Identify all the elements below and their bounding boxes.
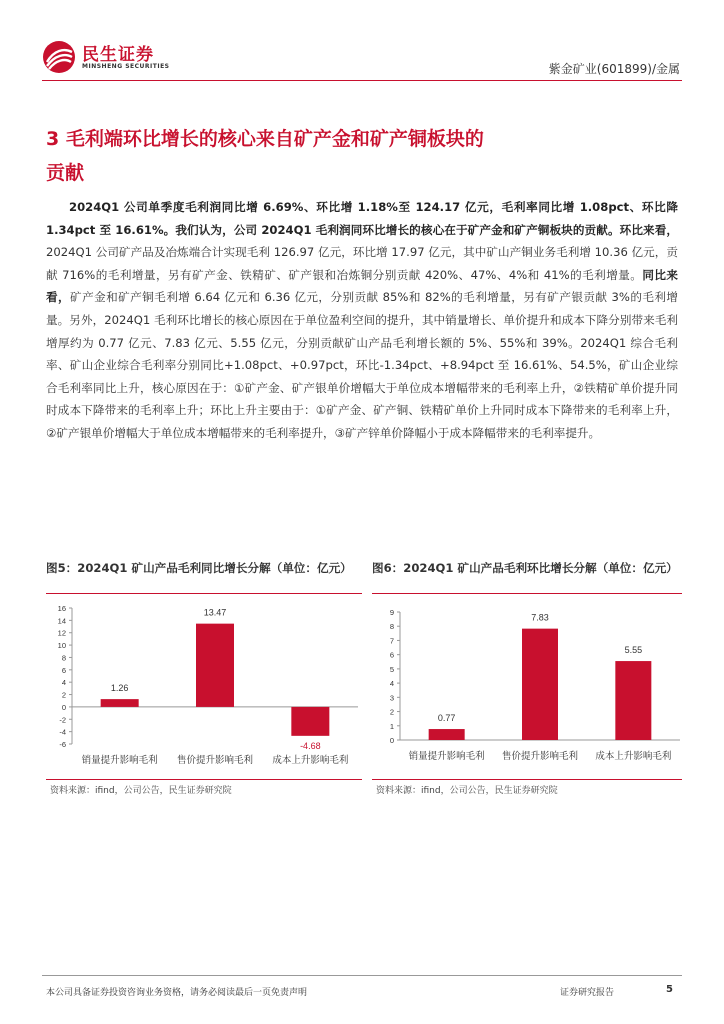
data-label: 7.83	[531, 612, 549, 623]
y-tick-label: -4	[59, 727, 66, 737]
chart-bar	[101, 699, 139, 707]
y-tick-label: -2	[59, 715, 66, 725]
y-tick-label: 1	[389, 721, 394, 731]
figure-6-source: 资料来源：ifind，公司公告，民生证券研究院	[376, 786, 558, 796]
body-bold-yoy: 同比来看，	[46, 267, 678, 305]
figure-5-title: 图5：2024Q1 矿山产品毛利同比增长分解（单位：亿元）	[46, 561, 352, 575]
chart-bar	[291, 707, 329, 736]
figure-6-chart	[372, 596, 682, 776]
y-tick-label: 0	[389, 736, 394, 745]
y-tick-label: -6	[59, 740, 66, 749]
data-label: 5.55	[624, 645, 643, 656]
figure-5-bottom-rule	[46, 779, 362, 780]
y-tick-label: 8	[389, 622, 394, 632]
figure-5-chart	[46, 596, 362, 776]
y-tick-label: 0	[61, 702, 66, 712]
x-category-label: 销量提升影响毛利	[408, 751, 485, 762]
chart-bar	[522, 629, 558, 740]
company-logo	[42, 38, 170, 78]
data-label: 0.77	[437, 713, 456, 724]
body-text-rest: 矿产金和矿产铜毛利增 6.64 亿元和 6.36 亿元，分别贡献 85%和 82%的毛利增量，另有矿产银贡献 3%的毛利增量。另外，2024Q1 毛利环比增长的核心原因在于单位盈利空间的提升，其中销量增长、单价提升和成本下降分别带来毛利增厚约为 0.77 亿元、7.83 亿元、5.55 亿元，分别贡献矿山产品毛利增长额的 5%、55%和 39%。2024Q1 综合毛利率、矿山企业综合毛利率分别同比+1.08pct、+0.97pct，环比-1.34pct、+8.94pct 至 16.61%、54.5%，矿山企业综合毛利率同比上升，核心原因在于：①矿产金、矿产银单价增幅大于单位成本增幅带来的毛利率上升，②铁精矿单价提升同时成本下降带来的毛利率上升；环比上升主要由于：①矿产金、矿产铜、铁精矿单价上升同时成本下降带来的毛利率上升，②矿产银单价增幅大于单位成本增幅带来的毛利率提升，③矿产锌单价降幅小于成本降幅带来的毛利率提升。	[46, 290, 678, 440]
chart-bar	[615, 661, 651, 740]
figure-6-title: 图6：2024Q1 矿山产品毛利环比增长分解（单位：亿元）	[372, 561, 678, 575]
footer-disclaimer: 本公司具备证券投资咨询业务资格，请务必阅读最后一页免责声明	[46, 988, 308, 998]
chart-bar	[429, 729, 465, 740]
logo-mark-icon	[42, 40, 76, 74]
brand-name: 民生证券	[82, 45, 154, 65]
section-title: 3 毛利端环比增长的核心来自矿产金和矿产铜板块的贡献	[46, 128, 484, 184]
y-tick-label: 5	[389, 664, 394, 674]
y-tick-label: 14	[57, 616, 66, 626]
report-subject: 紫金矿业(601899)/金属	[548, 62, 680, 76]
y-tick-label: 9	[389, 608, 394, 617]
chart-bar	[196, 624, 234, 707]
y-tick-label: 6	[389, 650, 394, 660]
brand-name-en: MINSHENG SECURITIES	[82, 63, 170, 70]
y-tick-label: 4	[389, 679, 394, 689]
y-tick-label: 6	[61, 665, 66, 675]
figure-6-bottom-rule	[372, 779, 682, 780]
y-tick-label: 8	[61, 653, 66, 663]
y-tick-label: 7	[389, 636, 394, 646]
y-tick-label: 2	[389, 707, 394, 717]
header-divider	[42, 80, 682, 81]
page-number: 5	[666, 984, 673, 995]
body-text-ring: 2024Q1 公司矿产品及冶炼端合计实现毛利 126.97 亿元，环比增 17.97 亿元，其中矿山产铜业务毛利增 10.36 亿元，贡献 716%的毛利增量，另有矿产金、铁精矿、矿产银和冶炼铜分别贡献 420%、47%、4%和 41%的毛利增量。	[46, 245, 678, 282]
figure-5-top-rule	[46, 593, 362, 594]
figure-6-top-rule	[372, 593, 682, 594]
y-tick-label: 4	[61, 678, 66, 688]
x-category-label: 成本上升影响毛利	[272, 755, 349, 766]
data-label: 1.26	[110, 683, 129, 694]
y-tick-label: 12	[57, 628, 66, 638]
body-bold-lead: 2024Q1 公司单季度毛利润同比增 6.69%、环比增 1.18%至 124.17 亿元，毛利率同比增 1.08pct、环比降 1.34pct 至 16.61%。我们认为，公司 2024Q1 毛利润同环比增长的核心在于矿产金和矿产铜板块的贡献。环比来看，	[46, 200, 678, 237]
footer-report-type: 证券研究报告	[560, 988, 615, 998]
y-tick-label: 3	[389, 693, 394, 703]
x-category-label: 售价提升影响毛利	[176, 755, 254, 766]
data-label: 13.47	[203, 607, 227, 618]
figure-5-source: 资料来源：ifind，公司公告，民生证券研究院	[50, 786, 232, 796]
data-label: -4.68	[300, 740, 321, 751]
y-tick-label: 2	[61, 690, 66, 700]
x-category-label: 销量提升影响毛利	[81, 755, 158, 766]
x-category-label: 售价提升影响毛利	[501, 751, 579, 762]
footer-divider	[42, 975, 682, 976]
y-tick-label: 10	[57, 641, 66, 651]
y-tick-label: 16	[57, 604, 66, 613]
x-category-label: 成本上升影响毛利	[595, 751, 672, 762]
body-paragraph	[46, 196, 678, 445]
